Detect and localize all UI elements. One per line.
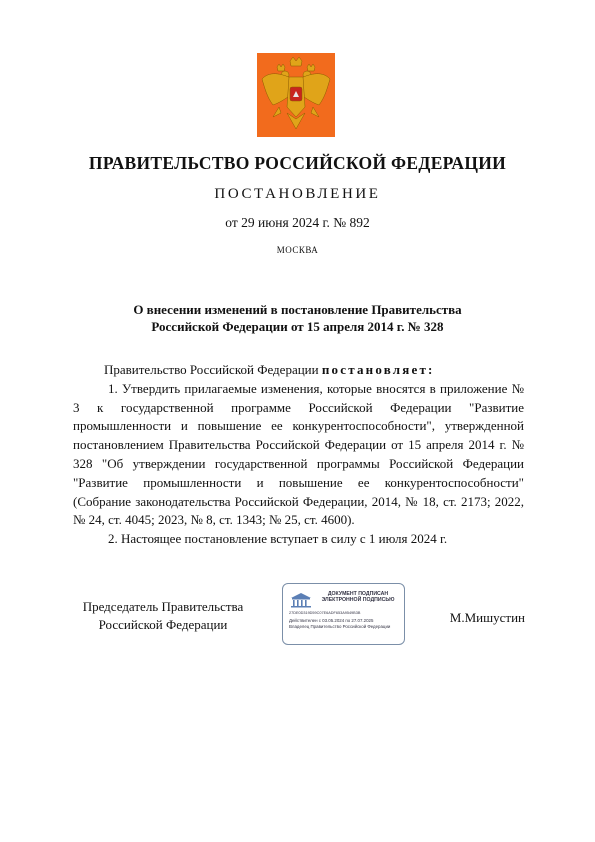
stamp-validity: Действителен с 03.05.2024 по 27.07.2025 bbox=[289, 618, 374, 623]
electronic-signature-stamp bbox=[282, 583, 405, 645]
stamp-header-line-1: ДОКУМЕНТ ПОДПИСАН bbox=[327, 591, 389, 597]
subject-line-2: Российской Федерации от 15 апреля 2014 г. № 328 bbox=[151, 319, 444, 334]
document-subject bbox=[90, 301, 505, 335]
subject-line-1: О внесении изменений в постановление Правительства bbox=[133, 302, 462, 317]
government-title: ПРАВИТЕЛЬСТВО РОССИЙСКОЙ ФЕДЕРАЦИИ bbox=[88, 153, 507, 173]
russian-coat-of-arms-icon bbox=[257, 53, 335, 137]
resolution-intro bbox=[73, 361, 524, 380]
signer-position-line-2: Российской Федерации bbox=[98, 617, 228, 632]
stamp-header bbox=[315, 591, 401, 604]
resolution-item-2: 2. Настоящее постановление вступает в силу с 1 июля 2024 г. bbox=[108, 531, 448, 547]
intro-resolves: постановляет: bbox=[321, 362, 435, 377]
stamp-certificate: 27DE0D319D59C07E6ADF653A9549B3B bbox=[289, 611, 361, 615]
resolution-item-1: 1. Утвердить прилагаемые изменения, которые вносятся в приложение № 3 к государственной программе Российской Федерации "Развитие промышленности и повышение ее конкурентоспособности", утвержденной постановлением Правительства Российской Федерации от 15 апреля 2014 г. № 328 "Об утверждении государственной программы Российской Федерации "Развитие промышленности и повышение ее конкурентоспособности" (Собрание законодательства Российской Федерации, 2014, № 18, ст. 2173; 2022, № 24, ст. 4045; 2023, № 8, ст. 1343; № 25, ст. 4600). bbox=[73, 380, 524, 528]
intro-prefix: Правительство Российской Федерации bbox=[104, 362, 319, 377]
document-city: МОСКВА bbox=[276, 245, 319, 255]
stamp-owner: Владелец Правительство Российской Федерации bbox=[289, 624, 391, 629]
signer-position-line-1: Председатель Правительства bbox=[82, 599, 244, 614]
document-type: ПОСТАНОВЛЕНИЕ bbox=[214, 186, 381, 202]
stamp-header-line-2: ЭЛЕКТРОННОЙ ПОДПИСЬЮ bbox=[321, 597, 395, 604]
document-date-number: от 29 июня 2024 г. № 892 bbox=[225, 215, 370, 230]
signer-position bbox=[73, 598, 253, 634]
government-building-icon bbox=[289, 592, 313, 608]
signer-name: М.Мишустин bbox=[449, 610, 525, 625]
document-body bbox=[73, 361, 524, 549]
